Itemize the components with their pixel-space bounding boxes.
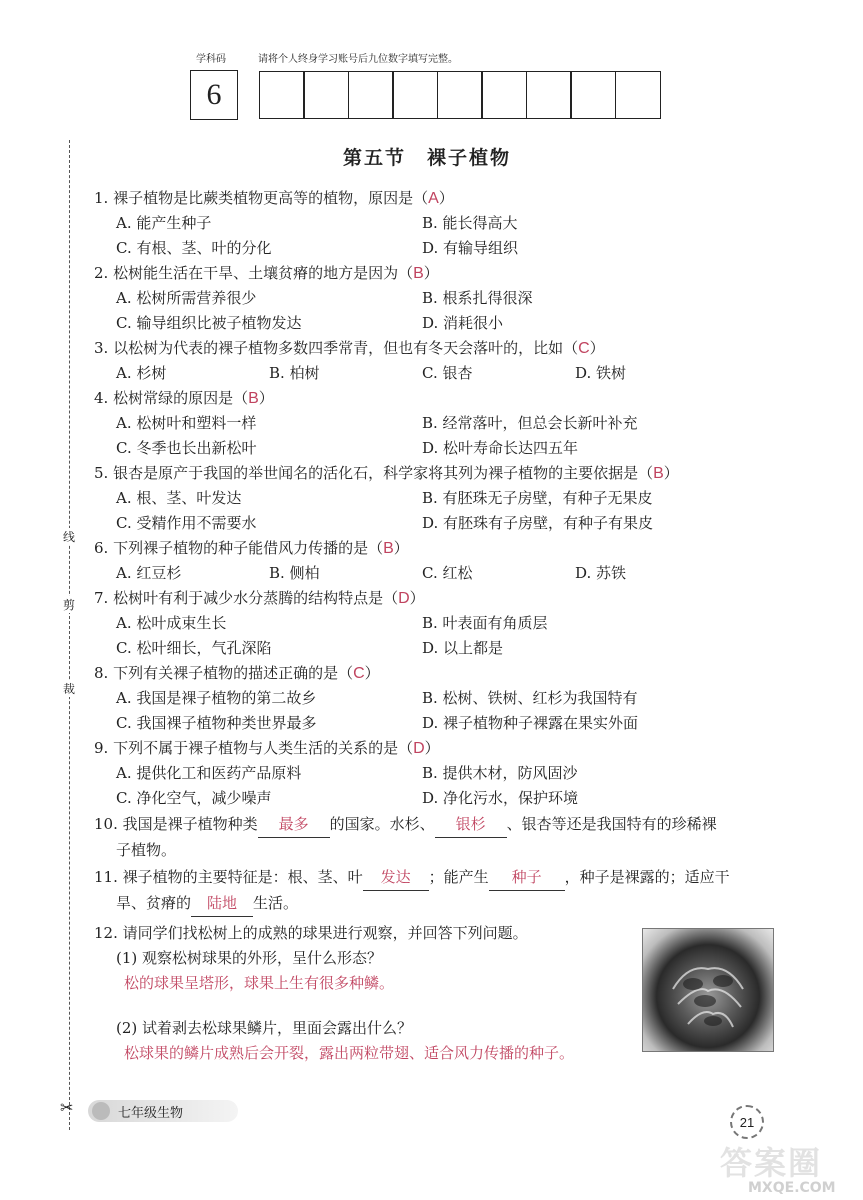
- blank-answer[interactable]: 种子: [489, 865, 565, 891]
- subject-code-label: 学科码: [196, 54, 226, 65]
- text: 的国家。水杉、: [329, 815, 435, 833]
- text: ；能产生: [428, 868, 489, 886]
- option: B. 根系扎得很深: [422, 289, 533, 307]
- question-stem: 7. 松树叶有利于减少水分蒸腾的结构特点是（: [94, 589, 399, 607]
- option: D. 净化污水，保护环境: [422, 789, 579, 807]
- options-row: [94, 286, 774, 311]
- question-5: [94, 461, 774, 486]
- option: B. 叶表面有角质层: [422, 614, 548, 632]
- options-row: [94, 711, 774, 736]
- option: A. 松树叶和塑料一样: [116, 414, 257, 432]
- page-number: 21: [739, 1114, 755, 1130]
- option: C. 净化空气，减少噪声: [116, 789, 272, 807]
- flower-icon: [92, 1102, 110, 1120]
- question-7: [94, 586, 774, 611]
- question-3: [94, 336, 774, 361]
- bracket-close: ）: [364, 664, 380, 682]
- option: B. 侧柏: [269, 564, 320, 582]
- watermark-site: MXQE.COM: [748, 1180, 836, 1196]
- option: D. 松叶寿命长达四五年: [422, 439, 579, 457]
- sub-answer-1: 松的球果呈塔形，球果上生有很多种鳞。: [124, 974, 395, 992]
- option: C. 有根、茎、叶的分化: [116, 239, 272, 257]
- account-cell[interactable]: [526, 71, 572, 119]
- option: D. 消耗很小: [422, 314, 504, 332]
- account-cell[interactable]: [481, 71, 527, 119]
- question-stem: 1. 裸子植物是比蕨类植物更高等的植物，原因是（: [94, 189, 429, 207]
- watermark-logo: 答案圈: [720, 1144, 823, 1182]
- blank-answer[interactable]: 陆地: [191, 891, 253, 917]
- options-row: [94, 436, 774, 461]
- subject-code-box: [190, 70, 238, 120]
- page-title: 第五节 裸子植物: [343, 147, 512, 169]
- question-stem: 5. 银杏是原产于我国的举世闻名的活化石，科学家将其列为裸子植物的主要依据是（: [94, 464, 654, 482]
- option: A. 提供化工和医药产品原料: [116, 764, 302, 782]
- margin-char-cai: 裁: [62, 682, 75, 696]
- option: C. 我国裸子植物种类世界最多: [116, 714, 317, 732]
- question-stem: 6. 下列裸子植物的种子能借风力传播的是（: [94, 539, 384, 557]
- option: B. 经常落叶，但总会长新叶补充: [422, 414, 638, 432]
- options-row: [94, 236, 774, 261]
- option: D. 有输导组织: [422, 239, 519, 257]
- account-cell[interactable]: [348, 71, 394, 119]
- blank-answer[interactable]: 最多: [258, 812, 330, 838]
- option: B. 柏树: [269, 364, 320, 382]
- question-4: [94, 386, 774, 411]
- question-8: [94, 661, 774, 686]
- book-label-bar: [88, 1100, 238, 1122]
- option: A. 松叶成束生长: [116, 614, 227, 632]
- option: A. 能产生种子: [116, 214, 212, 232]
- options-row: [94, 686, 774, 711]
- option: A. 根、茎、叶发达: [116, 489, 242, 507]
- option: A. 杉树: [116, 364, 167, 382]
- question-10-cont: 子植物。: [116, 841, 177, 859]
- question-12: 12. 请同学们找松树上的成熟的球果进行观察，并回答下列问题。: [94, 924, 528, 942]
- text: 11. 裸子植物的主要特征是：根、茎、叶: [94, 868, 363, 886]
- option: C. 受精作用不需要水: [116, 514, 257, 532]
- option: A. 我国是裸子植物的第二故乡: [116, 689, 317, 707]
- answer-mark: B: [653, 465, 664, 482]
- options-row: [94, 486, 774, 511]
- question-11: [94, 865, 774, 891]
- option: D. 苏铁: [575, 564, 627, 582]
- option: D. 裸子植物种子裸露在果实外面: [422, 714, 639, 732]
- account-cell[interactable]: [570, 71, 616, 119]
- blank-answer[interactable]: 银杉: [435, 812, 507, 838]
- answer-mark: C: [578, 340, 590, 357]
- option: D. 有胚珠有子房壁，有种子有果皮: [422, 514, 654, 532]
- bracket-close: ）: [438, 189, 454, 207]
- option: B. 松树、铁树、红杉为我国特有: [422, 689, 638, 707]
- question-stem: 3. 以松树为代表的裸子植物多数四季常青，但也有冬天会落叶的，比如（: [94, 339, 579, 357]
- text: 10. 我国是裸子植物种类: [94, 815, 258, 833]
- option: B. 提供木材，防风固沙: [422, 764, 578, 782]
- bracket-close: ）: [409, 589, 425, 607]
- question-1: [94, 186, 774, 211]
- question-stem: 2. 松树能生活在干旱、土壤贫瘠的地方是因为（: [94, 264, 414, 282]
- text: 、银杏等还是我国特有的珍稀裸: [506, 815, 717, 833]
- account-cell[interactable]: [259, 71, 305, 119]
- options-row: [94, 561, 774, 586]
- options-row: [94, 511, 774, 536]
- question-10: [94, 812, 774, 838]
- bracket-close: ）: [424, 739, 440, 757]
- question-9: [94, 736, 774, 761]
- answer-mark: B: [248, 390, 259, 407]
- bracket-close: ）: [663, 464, 679, 482]
- question-11-cont: [94, 891, 774, 917]
- option: C. 冬季也长出新松叶: [116, 439, 257, 457]
- options-row: [94, 361, 774, 386]
- question-stem: 9. 下列不属于裸子植物与人类生活的关系的是（: [94, 739, 414, 757]
- option: C. 输导组织比被子植物发达: [116, 314, 302, 332]
- account-cell[interactable]: [615, 71, 661, 119]
- answer-mark: D: [413, 740, 425, 757]
- margin-char-xian: 线: [62, 530, 75, 544]
- text: 生活。: [253, 894, 299, 912]
- margin-char-jian: 剪: [62, 598, 75, 612]
- subject-code-digit: 6: [206, 78, 222, 111]
- pine-cone-photo: [642, 928, 774, 1052]
- option: A. 松树所需营养很少: [116, 289, 257, 307]
- question-stem: 4. 松树常绿的原因是（: [94, 389, 249, 407]
- option: B. 能长得高大: [422, 214, 518, 232]
- options-row: [94, 636, 774, 661]
- account-instruction: 请将个人终身学习账号后九位数字填写完整。: [258, 54, 458, 65]
- bracket-close: ）: [393, 539, 409, 557]
- answer-mark: B: [383, 540, 394, 557]
- cut-line: [69, 140, 70, 1130]
- option: C. 银杏: [422, 364, 473, 382]
- page-number-badge: [730, 1105, 764, 1139]
- options-row: [94, 211, 774, 236]
- account-cell[interactable]: [303, 71, 349, 119]
- book-name: 七年级生物: [118, 1106, 184, 1121]
- options-row: [94, 611, 774, 636]
- sub-question-2: (2) 试着剥去松球果鳞片，里面会露出什么？: [116, 1019, 413, 1037]
- options-row: [94, 761, 774, 786]
- account-digit-cells: [260, 71, 661, 119]
- bracket-close: ）: [589, 339, 605, 357]
- account-cell[interactable]: [437, 71, 483, 119]
- text: 旱、贫瘠的: [116, 894, 192, 912]
- question-6: [94, 536, 774, 561]
- scissors-icon: ✂: [60, 1098, 74, 1117]
- option: B. 有胚珠无子房壁，有种子无果皮: [422, 489, 653, 507]
- answer-mark: B: [413, 265, 424, 282]
- question-2: [94, 261, 774, 286]
- blank-answer[interactable]: 发达: [363, 865, 429, 891]
- option: D. 以上都是: [422, 639, 504, 657]
- bracket-close: ）: [258, 389, 274, 407]
- text: ，种子是裸露的；适应干: [564, 868, 730, 886]
- bracket-close: ）: [423, 264, 439, 282]
- answer-mark: A: [428, 190, 439, 207]
- options-row: [94, 311, 774, 336]
- option: C. 红松: [422, 564, 473, 582]
- option: C. 松叶细长，气孔深陷: [116, 639, 272, 657]
- options-row: [94, 786, 774, 811]
- sub-question-1: (1) 观察松树球果的外形，呈什么形态？: [116, 949, 383, 967]
- account-cell[interactable]: [392, 71, 438, 119]
- options-row: [94, 411, 774, 436]
- answer-mark: C: [353, 665, 365, 682]
- option: D. 铁树: [575, 364, 627, 382]
- option: A. 红豆杉: [116, 564, 182, 582]
- sub-answer-2: 松球果的鳞片成熟后会开裂，露出两粒带翅、适合风力传播的种子。: [124, 1044, 575, 1062]
- answer-mark: D: [398, 590, 410, 607]
- pine-cone-drawing: [643, 929, 773, 1051]
- question-stem: 8. 下列有关裸子植物的描述正确的是（: [94, 664, 354, 682]
